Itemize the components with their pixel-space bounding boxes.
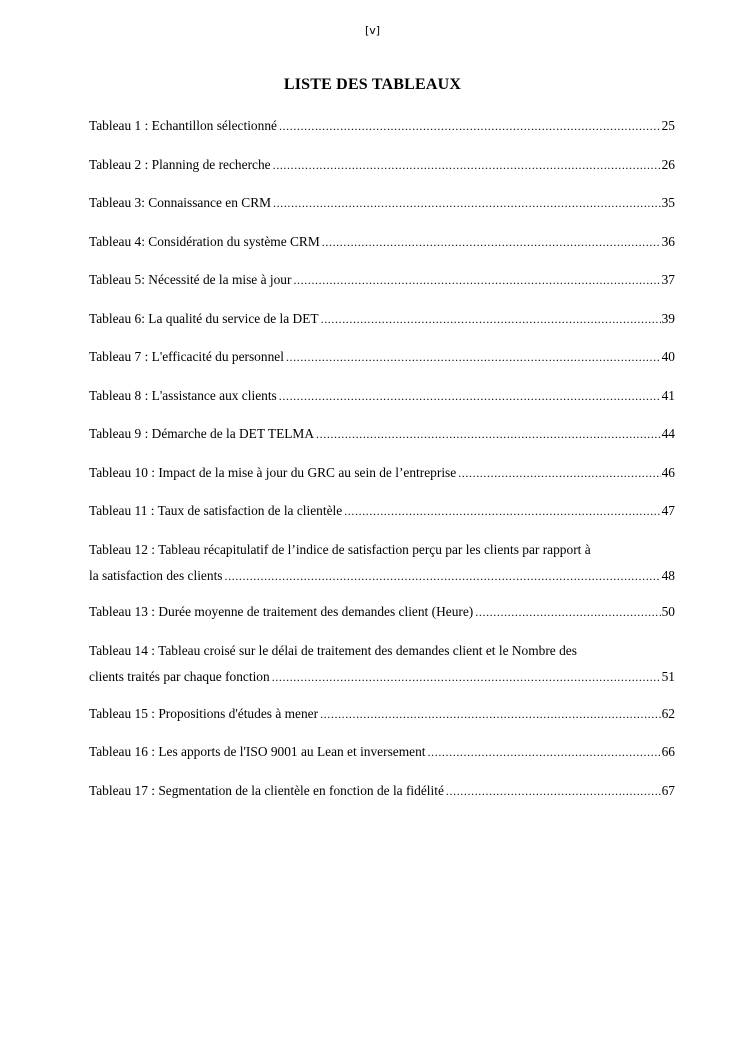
entry-page: 44 [661,426,675,441]
entry-title: Tableau 7 : L'efficacité du personnel [89,349,284,364]
entry-title: Tableau 5: Nécessité de la mise à jour [89,272,292,287]
entry-title: Tableau 1 : Echantillon sélectionné [89,118,277,133]
toc-entry-17[interactable] [89,781,675,801]
entry-page: 46 [661,464,675,480]
entry-title: Tableau 15 : Propositions d'études à mener [89,705,319,721]
entry-title-line1: Tableau 12 : Tableau récapitulatif de l’indice de satisfaction perçu par les clients par rapport à [89,541,591,557]
entry-page: 35 [661,195,675,210]
dot-leader [286,347,661,367]
entry-page: 39 [661,310,675,326]
toc-entry-2[interactable] [89,155,675,175]
entry-title: Tableau 16 : Les apports de l'ISO 9001 au Lean et inversement [89,744,426,760]
entry-title: Tableau 11 : Taux de satisfaction de la clientèle [89,503,343,518]
dot-leader [279,116,661,136]
toc-entry-10[interactable] [89,463,675,483]
dot-leader [446,781,661,801]
dot-leader [322,232,661,252]
entry-page: 37 [661,272,675,287]
entry-title: Tableau 2 : Planning de recherche [89,156,271,172]
entry-page: 67 [661,782,675,798]
dot-leader [321,309,661,329]
entry-page: 66 [661,744,675,760]
entry-title: Tableau 3: Connaissance en CRM [89,195,272,210]
dot-leader [272,667,661,687]
entry-page: 62 [661,705,675,721]
toc-entry-7[interactable] [89,347,675,367]
entry-title: Tableau 17 : Segmentation de la clientèle en fonction de la fidélité [89,782,444,798]
toc-entry-12[interactable] [89,540,675,586]
toc-entry-6[interactable] [89,309,675,329]
dot-leader [316,424,661,444]
dot-leader [225,566,661,586]
toc-entry-1[interactable] [89,116,675,136]
entry-page: 47 [661,503,675,518]
entry-page: 36 [661,233,675,249]
entry-title: clients traités par chaque fonction [89,668,270,684]
toc-entry-8[interactable] [89,386,675,406]
entry-page: 48 [661,567,675,583]
entry-title: Tableau 4: Considération du système CRM [89,233,320,249]
toc-entry-5[interactable] [89,270,675,290]
dot-leader [279,386,661,406]
entry-page: 25 [661,118,675,133]
toc-entry-16[interactable] [89,742,675,762]
toc-entry-15[interactable] [89,704,675,724]
dot-leader [458,463,660,483]
dot-leader [344,501,660,521]
entry-title: Tableau 10 : Impact de la mise à jour du GRC au sein de l’entreprise [89,464,457,480]
toc-entry-3[interactable] [89,193,675,213]
entry-title: la satisfaction des clients [89,567,223,583]
page-title: LISTE DES TABLEAUX [283,76,462,93]
table-list [89,116,675,819]
entry-title: Tableau 6: La qualité du service de la DET [89,310,319,326]
entry-title: Tableau 13 : Durée moyenne de traitement des demandes client (Heure) [89,604,474,620]
toc-entry-13[interactable] [89,602,675,622]
page-number: [v] [364,24,381,37]
entry-title: Tableau 9 : Démarche de la DET TELMA [89,426,315,441]
entry-title: Tableau 8 : L'assistance aux clients [89,387,277,403]
entry-page: 51 [661,668,675,684]
dot-leader [273,155,661,175]
dot-leader [273,193,661,213]
dot-leader [475,602,660,622]
toc-entry-4[interactable] [89,232,675,252]
toc-entry-14[interactable] [89,641,675,687]
entry-page: 40 [661,349,675,364]
toc-entry-11[interactable] [89,501,675,521]
dot-leader [293,270,660,290]
entry-page: 41 [661,387,675,403]
entry-page: 50 [661,604,675,620]
entry-page: 26 [661,156,675,172]
entry-title-line1: Tableau 14 : Tableau croisé sur le délai de traitement des demandes client et le Nombre des [89,642,577,658]
toc-entry-9[interactable] [89,424,675,444]
dot-leader [320,704,661,724]
dot-leader [428,742,661,762]
